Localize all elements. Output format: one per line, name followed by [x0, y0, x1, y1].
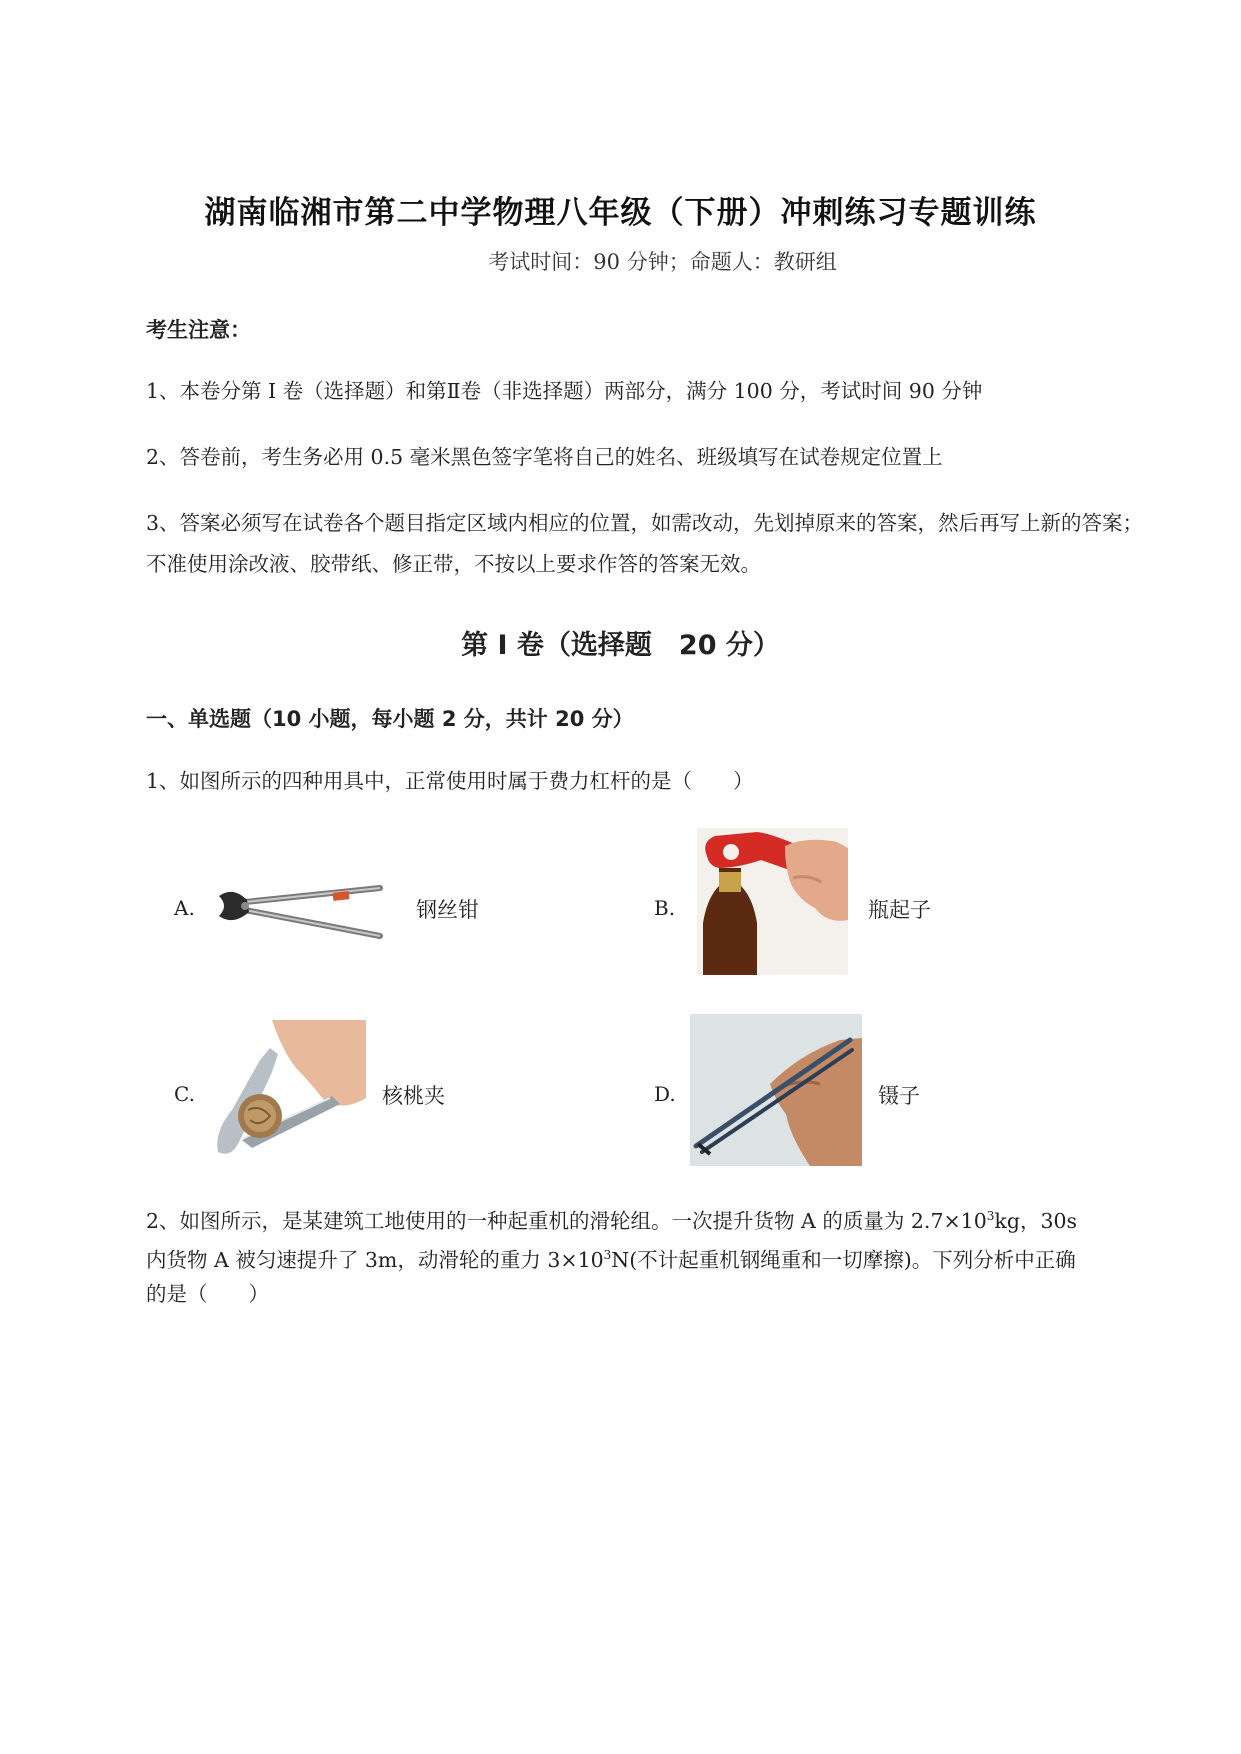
option-d-label: 镊子 [878, 1084, 920, 1108]
exponent: 3 [986, 1209, 995, 1223]
notice-item-1: 1、本卷分第 I 卷（选择题）和第Ⅱ卷（非选择题）两部分，满分 100 分，考试时间 90 分钟 [146, 379, 983, 403]
option-b-letter: B. [654, 896, 676, 920]
exam-info: 考试时间：90 分钟；命题人：教研组 [488, 250, 837, 274]
question-2-line-1-end: kg，30s [994, 1208, 1078, 1233]
page-title: 湖南临湘市第二中学物理八年级（下册）冲刺练习专题训练 [204, 195, 1037, 231]
notice-item-2: 2、答卷前，考生务必用 0.5 毫米黑色签字笔将自己的姓名、班级填写在试卷规定位置上 [146, 445, 943, 469]
section-title: 第 I 卷（选择题 20 分） [461, 630, 780, 661]
notice-item-3: 3、答案必须写在试卷各个题目指定区域内相应的位置，如需改动，先划掉原来的答案，然后再写上新的答案；不准使用涂改液、胶带纸、修正带，不按以上要求作答的答案无效。 [146, 511, 1144, 576]
question-1-stem: 1、如图所示的四种用具中，正常使用时属于费力杠杆的是（ ） [146, 769, 754, 793]
option-c-letter: C. [174, 1082, 195, 1106]
option-b-label: 瓶起子 [868, 898, 931, 922]
option-d-letter: D. [654, 1082, 676, 1106]
question-2-line-2-text: 内货物 A 被匀速提升了 3m，动滑轮的重力 3×10 [146, 1247, 604, 1272]
bottle-opener-image [697, 828, 848, 975]
option-a-label: 钢丝钳 [416, 898, 479, 922]
tweezers-image [690, 1014, 862, 1166]
question-2-line-2-end: N(不计起重机钢绳重和一切摩擦)。下列分析中正确 [611, 1247, 1076, 1272]
part-heading: 一、单选题（10 小题，每小题 2 分，共计 20 分） [146, 707, 634, 731]
question-2-line-3: 的是（ ） [146, 1282, 269, 1306]
notice-heading: 考生注意： [146, 318, 251, 342]
wire-pliers-image [215, 872, 385, 940]
exponent: 3 [603, 1248, 612, 1262]
nutcracker-image [212, 1020, 366, 1160]
question-2-line-1-text: 2、如图所示，是某建筑工地使用的一种起重机的滑轮组。一次提升货物 A 的质量为 2.7×10 [146, 1208, 987, 1233]
option-a-letter: A. [174, 896, 195, 920]
option-c-label: 核桃夹 [382, 1084, 445, 1108]
